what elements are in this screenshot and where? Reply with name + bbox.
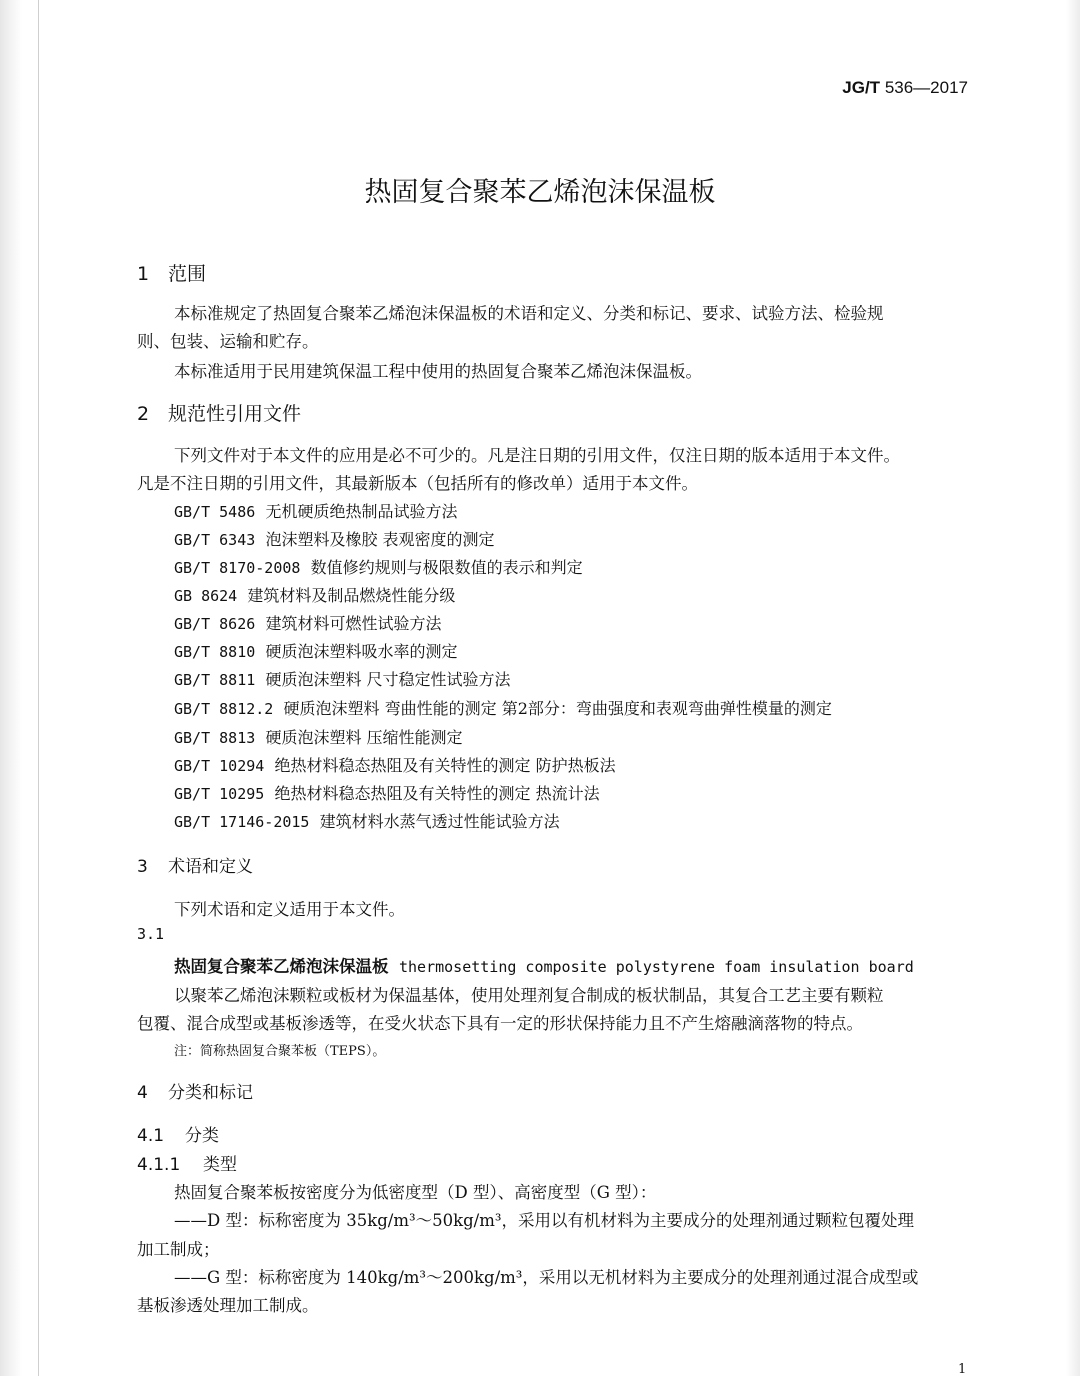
reference-item: GB/T 10295 绝热材料稳态热阻及有关特性的测定 热流计法 xyxy=(174,784,600,803)
section-2-intro-line-1: 下列文件对于本文件的应用是必不可少的。凡是注日期的引用文件，仅注日期的版本适用于本文件。 xyxy=(174,446,900,465)
section-2-heading: 2 规范性引用文件 xyxy=(137,403,302,425)
section-3-heading: 3 术语和定义 xyxy=(137,857,253,877)
reference-item: GB/T 8811 硬质泡沫塑料 尺寸稳定性试验方法 xyxy=(174,670,511,689)
reference-item: GB/T 8170-2008 数值修约规则与极限数值的表示和判定 xyxy=(174,558,583,577)
section-3-intro: 下列术语和定义适用于本文件。 xyxy=(174,900,405,919)
reference-item: GB/T 17146-2015 建筑材料水蒸气透过性能试验方法 xyxy=(174,812,560,831)
reference-item: GB/T 8813 硬质泡沫塑料 压缩性能测定 xyxy=(174,728,463,747)
term-definition-line-2: 包覆、混合成型或基板渗透等，在受火状态下具有一定的形状保持能力且不产生熔融滴落物的特点。 xyxy=(137,1014,863,1033)
subsection-4-1-1-heading: 4.1.1 类型 xyxy=(137,1155,237,1175)
section-4-heading: 4 分类和标记 xyxy=(137,1083,253,1103)
type-g-line-2: 基板渗透处理加工制成。 xyxy=(137,1296,319,1315)
type-g-line-1: ——G 型：标称密度为 140kg/m³～200kg/m³，采用以无机材料为主要成分的处理剂通过混合成型或 xyxy=(174,1268,919,1287)
type-d-line-1: ——D 型：标称密度为 35kg/m³～50kg/m³，采用以有机材料为主要成分的处理剂通过颗粒包覆处理 xyxy=(174,1211,914,1230)
section-1-heading: 1 范围 xyxy=(137,263,207,285)
reference-item: GB/T 6343 泡沫塑料及橡胶 表观密度的测定 xyxy=(174,530,495,549)
reference-item: GB/T 8810 硬质泡沫塑料吸水率的测定 xyxy=(174,642,458,661)
section-2-intro-line-2: 凡是不注日期的引用文件，其最新版本（包括所有的修改单）适用于本文件。 xyxy=(137,474,698,493)
reference-item: GB 8624 建筑材料及制品燃烧性能分级 xyxy=(174,586,456,605)
term-number: 3.1 xyxy=(137,925,165,943)
classification-intro: 热固复合聚苯板按密度分为低密度型（D 型）、高密度型（G 型）： xyxy=(174,1183,657,1202)
reference-item: GB/T 8626 建筑材料可燃性试验方法 xyxy=(174,614,442,633)
subsection-4-1-heading: 4.1 分类 xyxy=(137,1126,219,1146)
term-heading: 热固复合聚苯乙烯泡沫保温板 thermosetting composite polystyrene foam insulation board xyxy=(174,957,914,976)
reference-item: GB/T 5486 无机硬质绝热制品试验方法 xyxy=(174,502,458,521)
document-title: 热固复合聚苯乙烯泡沫保温板 xyxy=(364,177,716,208)
term-definition-line-1: 以聚苯乙烯泡沫颗粒或板材为保温基体，使用处理剂复合制成的板状制品，其复合工艺主要有颗粒 xyxy=(174,986,884,1005)
type-d-line-2: 加工制成； xyxy=(137,1240,220,1259)
page-number: 1 xyxy=(958,1362,967,1377)
reference-item: GB/T 10294 绝热材料稳态热阻及有关特性的测定 防护热板法 xyxy=(174,756,616,775)
term-note: 注：简称热固复合聚苯板（TEPS）。 xyxy=(174,1044,386,1059)
standard-code: JG/T 536—2017 xyxy=(842,78,968,97)
section-1-paragraph-1-line-2: 则、包装、运输和贮存。 xyxy=(137,332,319,351)
section-1-paragraph-1-line-1: 本标准规定了热固复合聚苯乙烯泡沫保温板的术语和定义、分类和标记、要求、试验方法、检验规 xyxy=(174,304,884,323)
section-1-paragraph-2: 本标准适用于民用建筑保温工程中使用的热固复合聚苯乙烯泡沫保温板。 xyxy=(174,362,702,381)
reference-item: GB/T 8812.2 硬质泡沫塑料 弯曲性能的测定 第2部分：弯曲强度和表观弯曲弹性模量的测定 xyxy=(174,699,832,718)
